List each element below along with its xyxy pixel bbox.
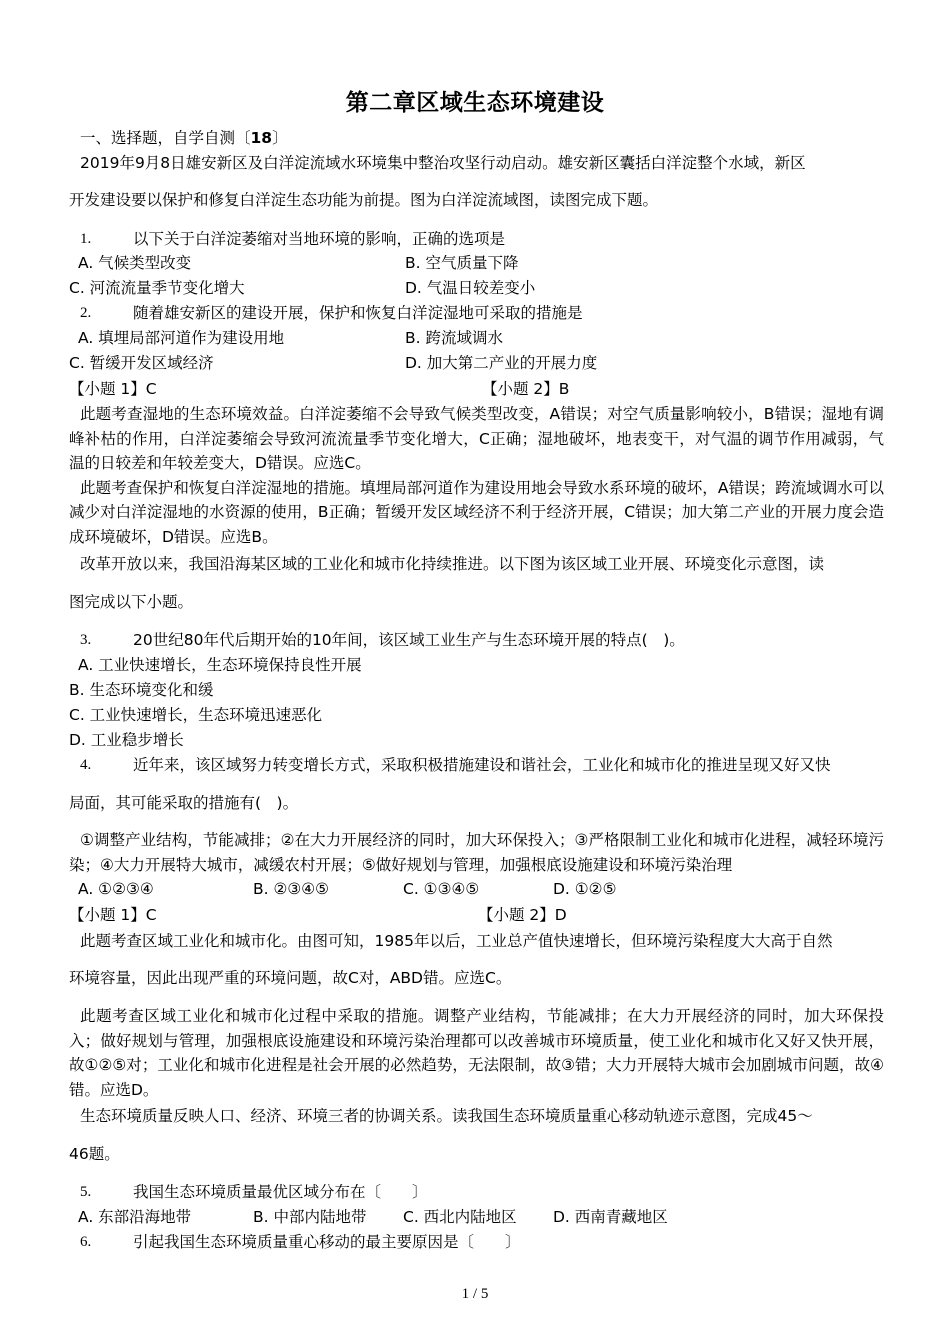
section-heading: 一、选择题，自学自测〔18〕 [80, 129, 288, 147]
q5-number: 5. [80, 1184, 92, 1200]
q6-number: 6. [80, 1234, 92, 1250]
intro-3-line-1: 生态环境质量反映人口、经济、环境三者的协调关系。读我国生态环境质量重心移动轨迹示意图，完成45～ [80, 1107, 813, 1125]
answer-2: 【小题 2】B [482, 380, 570, 398]
answer-1: 【小题 1】C [69, 380, 157, 398]
intro-2-line-2: 图完成以下小题。 [69, 593, 194, 611]
q1-number: 1. [80, 231, 92, 247]
q1-option-c: C. 河流流量季节变化增大 [69, 279, 245, 297]
q5-option-a: A. 东部沿海地带 [78, 1208, 192, 1226]
page-number: 1 / 5 [461, 1286, 489, 1302]
explanation-2b: 此题考查区域工业化和城市化过程中采取的措施。调整产业结构，节能减排；在大力开展经济的同时，加大环保投入；做好规划与管理，加强根底设施建设和环境污染治理都可以改善城市环境质量，使工业化和城市化又好又快开展，故①②⑤对；工业化和城市化进程是社会开展的必然趋势，无法限制，故③错；大力开展特大城市会加剧城市问题，故④错。应选D。 [69, 1007, 884, 1099]
q1-option-b: B. 空气质量下降 [405, 254, 519, 272]
q2-option-b: B. 跨流域调水 [405, 329, 503, 347]
explanation-2a-line-1: 此题考查区域工业化和城市化。由图可知，1985年以后，工业总产值快速增长，但环境污染程度大大高于自然 [80, 932, 833, 950]
q1-option-a: A. 气候类型改变 [78, 254, 192, 272]
q3-option-d: D. 工业稳步增长 [69, 731, 184, 749]
q5-option-c: C. 西北内陆地区 [403, 1208, 517, 1226]
page-title: 第二章区域生态环境建设 [345, 90, 605, 116]
q2-number: 2. [80, 305, 92, 321]
explanation-1-q1: 此题考查湿地的生态环境效益。白洋淀萎缩不会导致气候类型改变，A错误；对空气质量影响较小，B错误；湿地有调峰补枯的作用，白洋淀萎缩会导致河流流量季节变化增大，C正确；湿地破坏，地表变干，对气温的调节作用减弱，气温的日较差和年较差变大，D错误。应选C。 [69, 405, 884, 472]
intro-1-line-2: 开发建设要以保护和修复白洋淀生态功能为前提。图为白洋淀流域图，读图完成下题。 [69, 191, 659, 209]
intro-3-line-2: 46题。 [69, 1145, 120, 1163]
explanation-1 [69, 402, 884, 549]
q2-option-d: D. 加大第二产业的开展力度 [405, 354, 598, 372]
q2-option-c: C. 暂缓开发区域经济 [69, 354, 214, 372]
q2-option-a: A. 填埋局部河道作为建设用地 [78, 329, 285, 347]
q4-stem-line-2: 局面，其可能采取的措施有( )。 [69, 794, 299, 812]
q5-option-b: B. 中部内陆地带 [253, 1208, 367, 1226]
explanation-2a-line-2: 环境容量，因此出现严重的环境问题，故C对，ABD错。应选C。 [69, 969, 512, 987]
q3-option-b: B. 生态环境变化和缓 [69, 681, 214, 699]
answer-3: 【小题 1】C [69, 906, 157, 924]
q4-items: ①调整产业结构，节能减排；②在大力开展经济的同时，加大环保投入；③严格限制工业化和城市化进程，减轻环境污染；④大力开展特大城市，减缓农村开展；⑤做好规划与管理，加强根底设施建设和环境污染治理 [69, 831, 884, 874]
q3-number: 3. [80, 632, 92, 648]
q4-option-d: D. ①②⑤ [553, 880, 617, 898]
q4-option-a: A. ①②③④ [78, 880, 154, 898]
q6-stem: 引起我国生态环境质量重心移动的最主要原因是〔 〕 [133, 1233, 521, 1251]
q1-stem: 以下关于白洋淀萎缩对当地环境的影响，正确的选项是 [133, 230, 506, 248]
q3-option-c: C. 工业快速增长，生态环境迅速恶化 [69, 706, 323, 724]
question-count: 18 [250, 129, 273, 147]
intro-2-line-1: 改革开放以来，我国沿海某区域的工业化和城市化持续推进。以下图为该区域工业开展、环境变化示意图，读 [80, 555, 825, 573]
q3-option-a: A. 工业快速增长，生态环境保持良性开展 [78, 656, 362, 674]
answer-4: 【小题 2】D [478, 906, 567, 924]
q4-stem: 近年来，该区域努力转变增长方式，采取积极措施建设和谐社会，工业化和城市化的推进呈现又好又快 [133, 756, 831, 774]
q4-option-b: B. ②③④⑤ [253, 880, 330, 898]
q4-number: 4. [80, 757, 92, 773]
q5-stem: 我国生态环境质量最优区域分布在〔 〕 [133, 1183, 428, 1201]
q4-option-c: C. ①③④⑤ [403, 880, 480, 898]
q1-option-d: D. 气温日较差变小 [405, 279, 536, 297]
q2-stem: 随着雄安新区的建设开展，保护和恢复白洋淀湿地可采取的措施是 [133, 304, 583, 322]
q5-option-d: D. 西南青藏地区 [553, 1208, 668, 1226]
explanation-1-q2: 此题考查保护和恢复白洋淀湿地的措施。填埋局部河道作为建设用地会导致水系环境的破坏，A错误；跨流域调水可以减少对白洋淀湿地的水资源的使用，B正确；暂缓开发区域经济不利于经济开展，C错误；加大第二产业的开展力度会造成环境破坏，D错误。应选B。 [69, 478, 884, 546]
q3-stem: 20世纪80年代后期开始的10年间，该区域工业生产与生态环境开展的特点( )。 [133, 631, 685, 649]
intro-1-line-1: 2019年9月8日雄安新区及白洋淀流域水环境集中整治攻坚行动启动。雄安新区囊括白洋淀整个水域，新区 [80, 154, 806, 172]
